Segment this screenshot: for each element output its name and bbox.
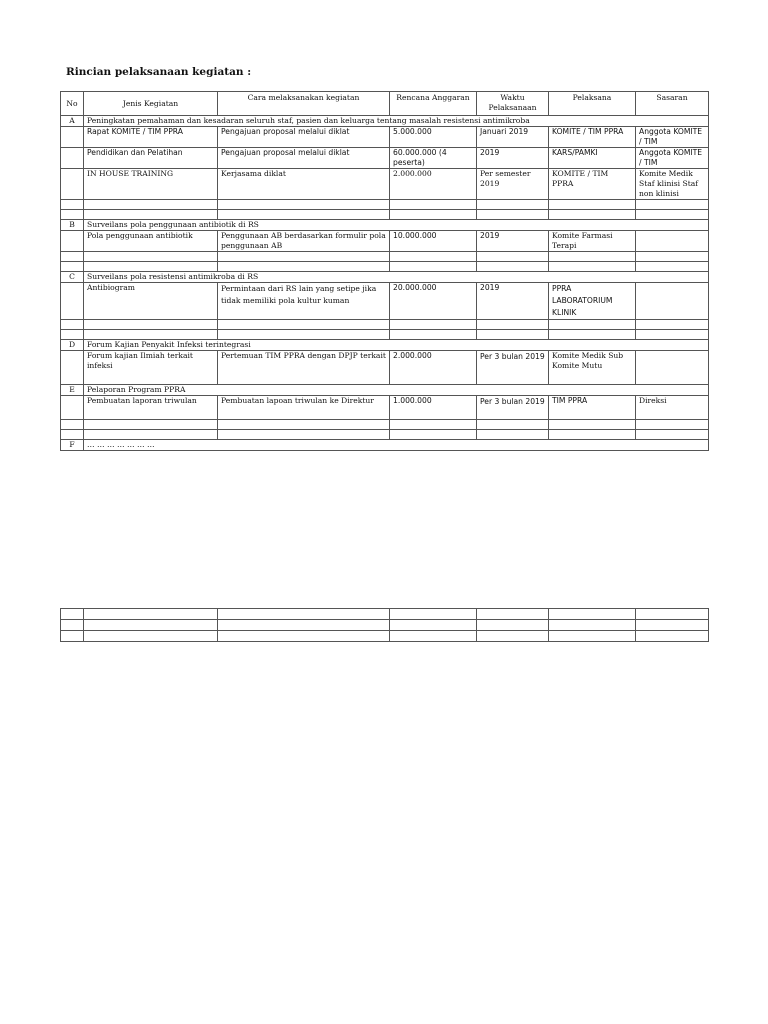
cell-cara: Pembuatan lapoan triwulan ke Direktur — [218, 396, 390, 420]
page-title: Rincian pelaksanaan kegiatan : — [66, 66, 252, 78]
section-code: D — [61, 340, 84, 351]
activity-table — [60, 91, 709, 451]
empty-row — [61, 631, 709, 642]
cell-cara: Pertemuan TIM PPRA dengan DPJP terkait — [218, 351, 390, 385]
section-code: B — [61, 220, 84, 231]
section-code: A — [61, 116, 84, 127]
cell-sasaran: Komite Medik Staf klinisi Staf non klinisi — [636, 169, 709, 200]
section-code: E — [61, 385, 84, 396]
cell-sasaran — [636, 351, 709, 385]
section-row — [61, 440, 709, 451]
cell-cara: Penggunaan AB berdasarkan formulir pola penggunaan AB — [218, 231, 390, 252]
section-code: C — [61, 272, 84, 283]
cell-sasaran: Anggota KOMITE / TIM — [636, 127, 709, 148]
cell-pelaksana: KOMITE / TIM PPRA — [549, 169, 636, 200]
empty-row — [61, 210, 709, 220]
cell-waktu: Per 3 bulan 2019 — [477, 396, 549, 420]
cell-jenis: Rapat KOMITE / TIM PPRA — [84, 127, 218, 148]
table-row — [61, 351, 709, 385]
header-waktu: Waktu Pelaksanaan — [477, 92, 549, 116]
cell-rencana: 5.000.000 — [390, 127, 477, 148]
cell-rencana: 2.000.000 — [390, 169, 477, 200]
section-row — [61, 340, 709, 351]
cell-pelaksana: KOMITE / TIM PPRA — [549, 127, 636, 148]
cell-sasaran — [636, 283, 709, 320]
header-no: No — [61, 92, 84, 116]
header-sasaran: Sasaran — [636, 92, 709, 116]
cell-waktu: Januari 2019 — [477, 127, 549, 148]
table-row — [61, 127, 709, 148]
cell-rencana: 1.000.000 — [390, 396, 477, 420]
cell-pelaksana: Komite Farmasi Terapi — [549, 231, 636, 252]
cell-jenis: Pembuatan laporan triwulan — [84, 396, 218, 420]
cell-waktu: Per 3 bulan 2019 — [477, 351, 549, 385]
table-row — [61, 283, 709, 320]
section-title: Forum Kajian Penyakit Infeksi terintegrasi — [84, 340, 709, 351]
cell-cara: Pengajuan proposal melalui diklat — [218, 127, 390, 148]
table-row — [61, 148, 709, 169]
section-title: Peningkatan pemahaman dan kesadaran seluruh staf, pasien dan keluarga tentang masalah resistensi antimikroba — [84, 116, 709, 127]
cell-cara: Pengajuan proposal melalui diklat — [218, 148, 390, 169]
section-title: … … … … … … … — [84, 440, 709, 451]
blank-table — [60, 608, 709, 642]
section-row — [61, 385, 709, 396]
cell-waktu: Per semester 2019 — [477, 169, 549, 200]
cell-rencana: 20.000.000 — [390, 283, 477, 320]
cell-waktu: 2019 — [477, 283, 549, 320]
table-row — [61, 231, 709, 252]
empty-row — [61, 609, 709, 620]
section-row — [61, 220, 709, 231]
cell-jenis: IN HOUSE TRAINING — [84, 169, 218, 200]
section-row — [61, 116, 709, 127]
section-row — [61, 272, 709, 283]
empty-row — [61, 620, 709, 631]
cell-waktu: 2019 — [477, 148, 549, 169]
cell-sasaran — [636, 231, 709, 252]
cell-jenis: Pola penggunaan antibiotik — [84, 231, 218, 252]
cell-rencana: 10.000.000 — [390, 231, 477, 252]
cell-rencana: 2.000.000 — [390, 351, 477, 385]
cell-pelaksana: Komite Medik Sub Komite Mutu — [549, 351, 636, 385]
cell-pelaksana: TIM PPRA — [549, 396, 636, 420]
header-cara: Cara melaksanakan kegiatan — [218, 92, 390, 116]
empty-row — [61, 252, 709, 262]
header-jenis: Jenis Kegiatan — [84, 92, 218, 116]
cell-pelaksana: KARS/PAMKI — [549, 148, 636, 169]
section-title: Surveilans pola resistensi antimikroba di RS — [84, 272, 709, 283]
table-header-row — [61, 92, 709, 116]
cell-rencana: 60.000.000 (4 peserta) — [390, 148, 477, 169]
cell-waktu: 2019 — [477, 231, 549, 252]
empty-row — [61, 320, 709, 330]
header-pelaksana: Pelaksana — [549, 92, 636, 116]
empty-row — [61, 420, 709, 430]
cell-jenis: Pendidikan dan Pelatihan — [84, 148, 218, 169]
empty-row — [61, 430, 709, 440]
cell-jenis: Antibiogram — [84, 283, 218, 320]
cell-pelaksana: PPRA LABORATORIUM KLINIK — [549, 283, 636, 320]
section-title: Surveilans pola penggunaan antibiotik di RS — [84, 220, 709, 231]
section-title: Pelaporan Program PPRA — [84, 385, 709, 396]
table-row — [61, 169, 709, 200]
header-rencana: Rencana Anggaran — [390, 92, 477, 116]
empty-row — [61, 262, 709, 272]
cell-sasaran: Direksi — [636, 396, 709, 420]
table-row — [61, 396, 709, 420]
cell-cara: Permintaan dari RS lain yang setipe jika tidak memiliki pola kultur kuman — [218, 283, 390, 320]
empty-row — [61, 330, 709, 340]
section-code: F — [61, 440, 84, 451]
cell-cara: Kerjasama diklat — [218, 169, 390, 200]
cell-jenis: Forum kajian Ilmiah terkait infeksi — [84, 351, 218, 385]
cell-sasaran: Anggota KOMITE / TIM — [636, 148, 709, 169]
empty-row — [61, 200, 709, 210]
